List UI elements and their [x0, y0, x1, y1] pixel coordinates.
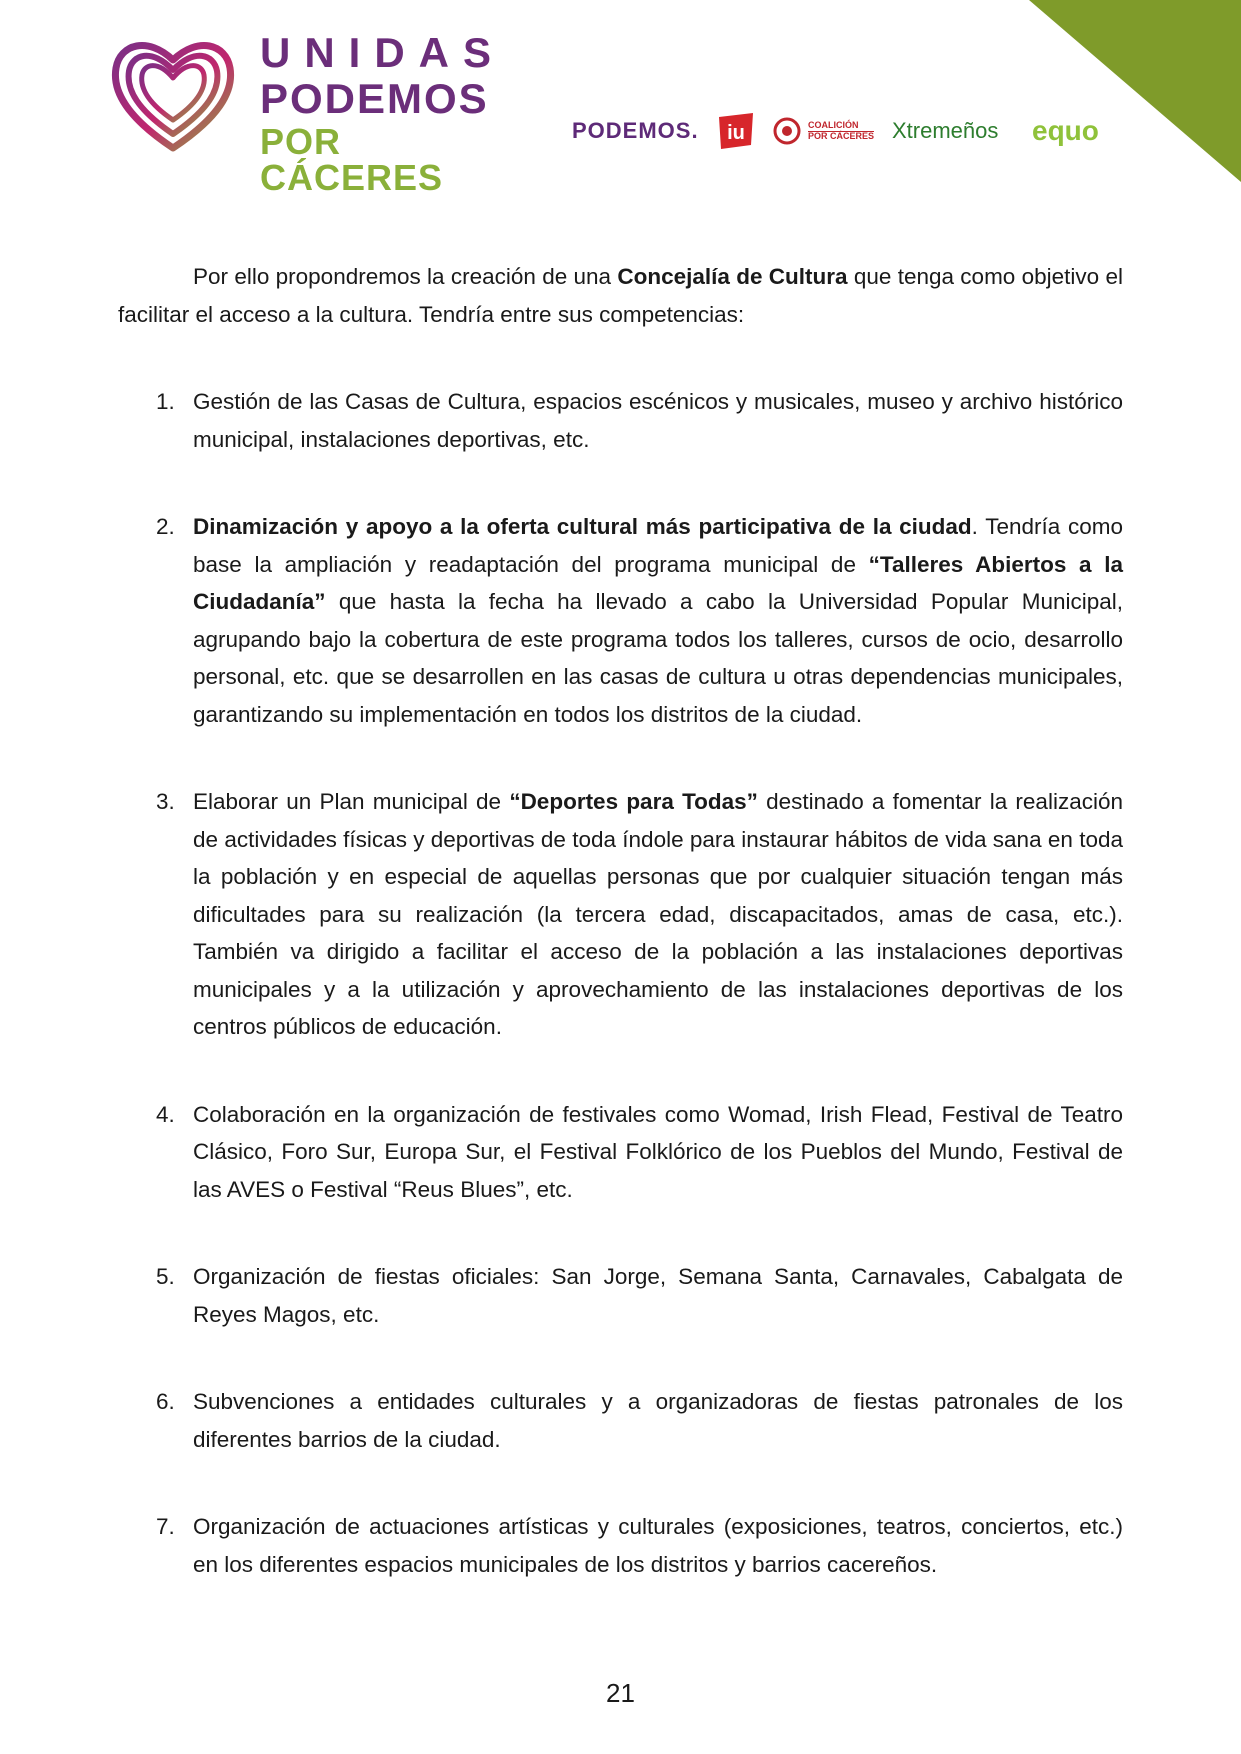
- list-item: [118, 1096, 1123, 1209]
- item-text: Elaborar un Plan municipal de: [193, 789, 510, 814]
- item-number: 2.: [156, 514, 175, 539]
- list-item: [118, 508, 1123, 733]
- intro-paragraph: [118, 258, 1123, 333]
- item-bold: “Deportes para Todas”: [509, 789, 758, 814]
- item-text: Organización de actuaciones artísticas y culturales (exposiciones, teatros, conciertos, etc.) en los diferentes espacios municipales de los distritos y barrios cacereños.: [193, 1514, 1123, 1577]
- item-text: que hasta la fecha ha llevado a cabo la Universidad Popular Municipal, agrupando bajo la cobertura de este programa todos los talleres, cursos de ocio, desarrollo personal, etc. que se desarrollen en las casas de cultura u otras dependencias municipales, garantizando su implementación en todos los distritos de la ciudad.: [193, 589, 1123, 727]
- svg-text:iu: iu: [727, 122, 745, 144]
- logo-line-por-caceres: POR CÁCERES: [260, 121, 444, 198]
- list-item: [118, 383, 1123, 458]
- item-number: 7.: [156, 1514, 175, 1539]
- item-number: 5.: [156, 1264, 175, 1289]
- corner-decoration: [1029, 0, 1241, 182]
- coalicion-logo: [772, 108, 874, 154]
- coalicion-swirl-icon: [772, 114, 802, 148]
- logo-text: [260, 29, 528, 198]
- coalicion-line2: POR CÁCERES: [808, 130, 875, 141]
- list-item: [118, 1508, 1123, 1583]
- item-bold: “Talleres Abiertos a la Ciudadanía”: [193, 551, 1123, 614]
- iu-logo: [716, 108, 756, 154]
- item-text: Organización de fiestas oficiales: San Jorge, Semana Santa, Carnavales, Cabalgata de Reyes Magos, etc.: [193, 1264, 1123, 1327]
- intro-text-end: que tenga como objetivo el facilitar el acceso a la cultura. Tendría entre sus competencias:: [118, 264, 1123, 327]
- intro-text: Por ello propondremos la creación de una: [193, 264, 618, 289]
- coalicion-line1: COALICIÓN: [808, 119, 859, 130]
- page-number: 21: [606, 1678, 635, 1708]
- iu-flag-icon: [716, 111, 756, 151]
- item-bold: Dinamización y apoyo a la oferta cultural más participativa de la ciudad: [193, 514, 972, 539]
- item-number: 4.: [156, 1101, 175, 1127]
- item-number: 1.: [156, 389, 175, 414]
- item-text: Subvenciones a entidades culturales y a organizadoras de fiestas patronales de los diferentes barrios de la ciudad.: [193, 1389, 1123, 1452]
- item-text: . Tendría como base la ampliación y readaptación del programa municipal de: [193, 514, 1123, 577]
- podemos-logo: PODEMOS.: [572, 118, 699, 143]
- heart-icon: [108, 30, 238, 160]
- item-number: 6.: [156, 1389, 175, 1414]
- logo-line-unidas: UNIDAS: [260, 29, 506, 76]
- partner-logos: [572, 108, 1132, 154]
- list-item: [118, 1258, 1123, 1333]
- extremenos-logo: Xtremeños: [892, 118, 999, 143]
- item-number: 3.: [156, 789, 175, 814]
- page-header: [0, 0, 1241, 198]
- item-text: destinado a fomentar la realización de actividades físicas y deportivas de toda índole para instaurar hábitos de vida sana en toda la población y en especial de aquellas personas que por cualquier situación tengan más dificultades para su realización (la tercera edad, discapacitados, amas de casa, etc.). También va dirigido a facilitar el acceso de la población a las instalaciones deportivas municipales y a la utilización y aprovechamiento de las instalaciones deportivas de los centros públicos de educación.: [193, 789, 1123, 1039]
- intro-bold: Concejalía de Cultura: [617, 264, 848, 289]
- list-item: [118, 783, 1123, 1046]
- logo-line-podemos: PODEMOS: [260, 75, 489, 122]
- list-item: [118, 1383, 1123, 1458]
- item-text: Colaboración en la organización de festivales como Womad, Irish Flead, Festival de Teatro Clásico, Foro Sur, Europa Sur, el Festival Folklórico de los Pueblos del Mundo, Festival de las AVES o Festival “Reus Blues”, etc.: [193, 1101, 1123, 1202]
- item-text: Gestión de las Casas de Cultura, espacios escénicos y musicales, museo y archivo histórico municipal, instalaciones deportivas, etc.: [193, 389, 1123, 452]
- equo-logo: equo: [1032, 115, 1099, 146]
- unidas-podemos-logo: [108, 29, 528, 198]
- document-body: [118, 258, 1123, 1633]
